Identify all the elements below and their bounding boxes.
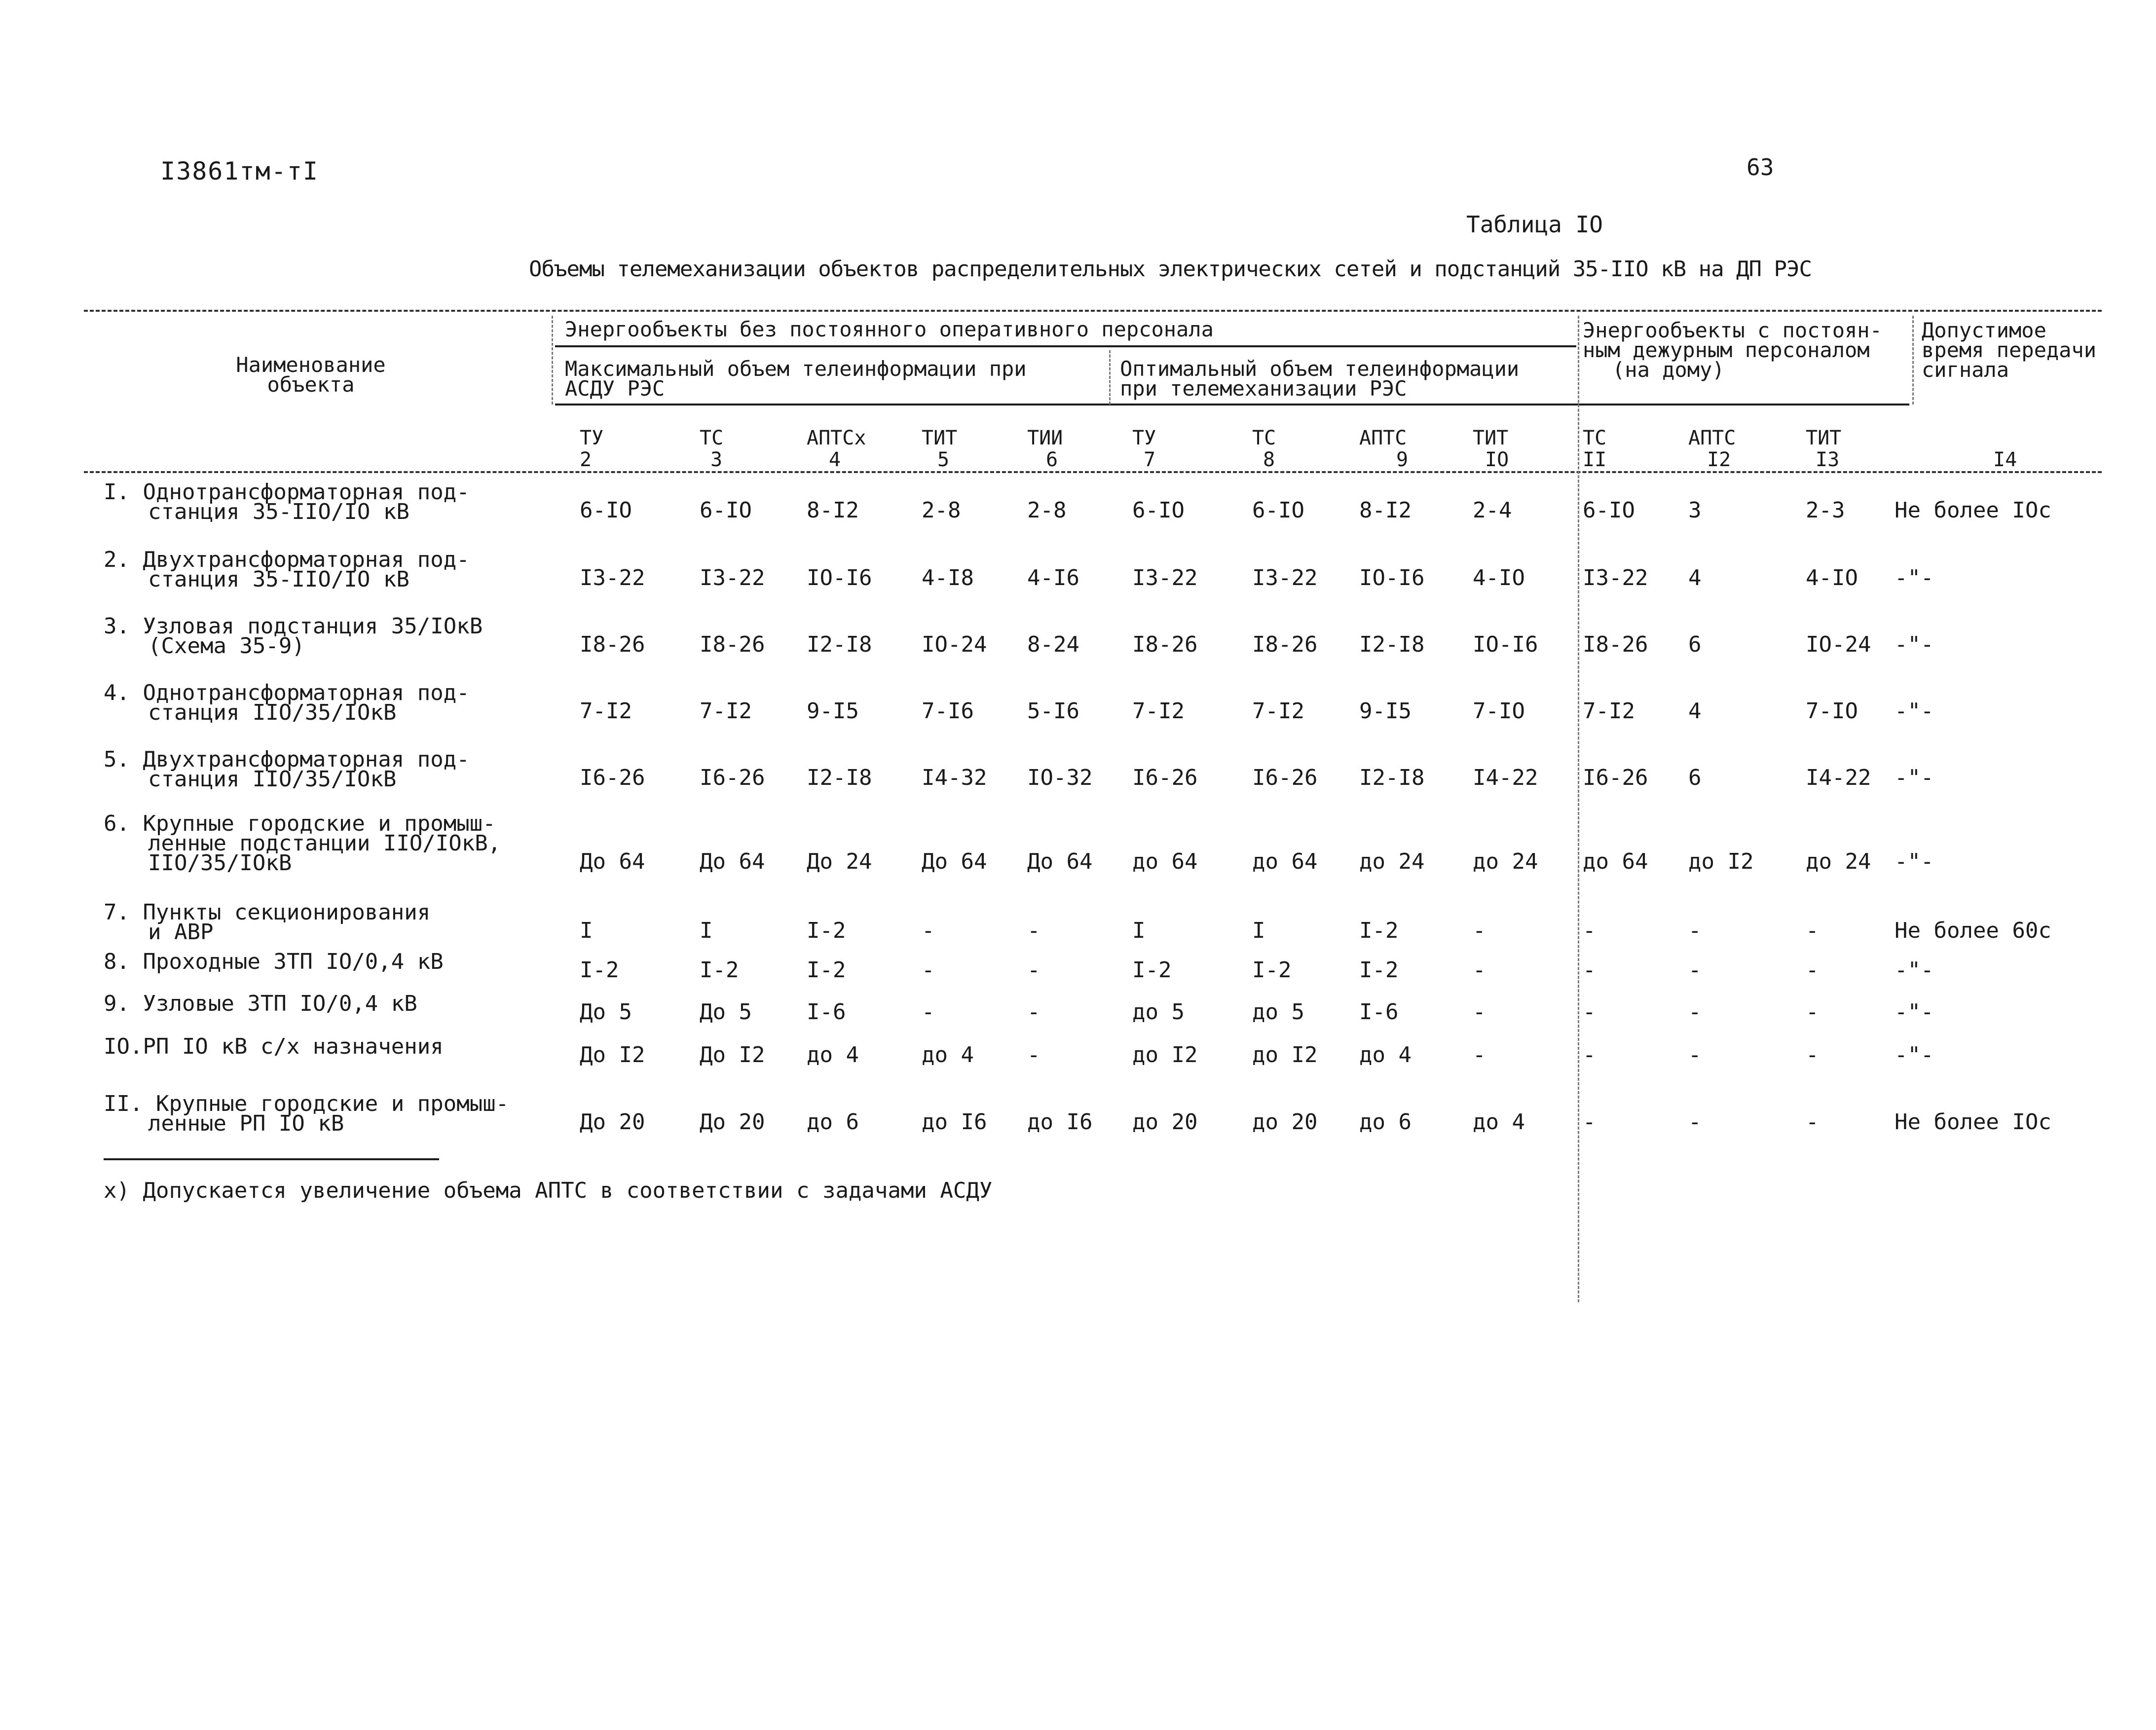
table-cell: IO-I6 (807, 565, 872, 590)
column-number: 4 (829, 448, 841, 471)
table-cell: -"- (1895, 565, 1934, 590)
table-cell: I-6 (807, 999, 846, 1025)
table-cell: - (1688, 918, 1702, 943)
subgroup-underline (555, 404, 1909, 405)
table-cell: I6-26 (1132, 765, 1198, 790)
table-cell: I-2 (807, 918, 846, 943)
group-underline (555, 345, 1576, 347)
table-cell: До I2 (580, 1042, 645, 1067)
table-cell: I6-26 (1252, 765, 1318, 790)
table-cell: IO-32 (1027, 765, 1093, 790)
table-cell: - (1027, 999, 1041, 1025)
table-cell: 4-IO (1806, 565, 1858, 590)
column-number: 6 (1046, 448, 1058, 471)
table-cell: - (1473, 957, 1486, 983)
table-cell: 6-IO (1132, 498, 1185, 523)
table-cell: I6-26 (580, 765, 645, 790)
table-cell: - (1806, 918, 1819, 943)
table-cell: I-2 (1132, 957, 1172, 983)
table-cell: I8-26 (580, 632, 645, 657)
table-cell: I-2 (807, 957, 846, 983)
table-cell: 7-I2 (1583, 699, 1635, 724)
column-label: АПТС (1359, 427, 1407, 449)
table-cell: 7-IO (1806, 699, 1858, 724)
table-cell: 7-IO (1473, 699, 1525, 724)
column-label: ТИТ (1806, 427, 1842, 449)
table-cell: -"- (1895, 632, 1934, 657)
table-cell: До 20 (580, 1109, 645, 1135)
table-cell: I4-22 (1806, 765, 1871, 790)
table-cell: до 64 (1132, 849, 1198, 874)
table-cell: До 64 (1027, 849, 1093, 874)
table-cell: 7-I2 (580, 699, 632, 724)
table-cell: - (1688, 957, 1702, 983)
table-cell: до 64 (1583, 849, 1648, 874)
column-number: 8 (1263, 448, 1275, 471)
table-cell: до 6 (807, 1109, 859, 1135)
table-cell: - (1473, 999, 1486, 1025)
table-cell: -"- (1895, 957, 1934, 983)
table-cell: 2-4 (1473, 498, 1512, 523)
table-cell: I (580, 918, 593, 943)
table-cell: I4-32 (922, 765, 987, 790)
table-cell: 7-I2 (1252, 699, 1304, 724)
table-cell: 8-24 (1027, 632, 1079, 657)
table-cell: I-2 (1359, 918, 1399, 943)
table-cell: - (1688, 1042, 1702, 1067)
footnote-rule (104, 1158, 439, 1160)
table-cell: до 4 (1473, 1109, 1525, 1135)
group-time-header: Допустимое время передачи сигнала (1922, 318, 2097, 382)
table-cell: 7-I2 (1132, 699, 1185, 724)
footnote: x) Допускается увеличение объема АПТС в соответствии с задачами АСДУ (104, 1178, 993, 1203)
group-no-staff-header: Энергообъекты без постоянного оперативного персонала (565, 317, 1214, 341)
table-cell: до 5 (1252, 999, 1304, 1025)
column-label: ТУ (1132, 427, 1156, 449)
table-cell: I8-26 (1583, 632, 1648, 657)
table-cell: I-2 (1252, 957, 1292, 983)
table-cell: 6-IO (1583, 498, 1635, 523)
table-cell: I3-22 (1132, 565, 1198, 590)
table-cell: 3 (1688, 498, 1702, 523)
table-cell: -"- (1895, 1042, 1934, 1067)
table-cell: I3-22 (1252, 565, 1318, 590)
row-name: I. Однотрансформаторная под- станция 35-IIO/IO кВ (104, 479, 470, 524)
table-cell: I-2 (1359, 957, 1399, 983)
table-cell: 6-IO (700, 498, 752, 523)
table-cell: IO-I6 (1473, 632, 1538, 657)
table-cell: - (1806, 1109, 1819, 1135)
table-cell: 6 (1688, 765, 1702, 790)
row-name: II. Крупные городские и промыш- ленные РП IO кВ (104, 1091, 509, 1136)
column-number: 7 (1144, 448, 1156, 471)
table-cell: - (922, 957, 935, 983)
table-cell: - (1583, 999, 1596, 1025)
table-cell: до 24 (1359, 849, 1425, 874)
table-cell: 9-I5 (1359, 699, 1412, 724)
column-label: ТУ (580, 427, 604, 449)
table-cell: I2-I8 (807, 765, 872, 790)
table-cell: I-6 (1359, 999, 1399, 1025)
table-cell: До 24 (807, 849, 872, 874)
table-cell: До 64 (922, 849, 987, 874)
subgroup-opt-header: Оптимальный объем телеинформации при телемеханизации РЭС (1120, 357, 1520, 401)
table-cell: I6-26 (1583, 765, 1648, 790)
table-cell: до 4 (1359, 1042, 1412, 1067)
page-number: 63 (1747, 154, 1774, 181)
table-cell: до 20 (1132, 1109, 1198, 1135)
table-cell: I8-26 (1132, 632, 1198, 657)
table-cell: - (1583, 918, 1596, 943)
table-cell: - (922, 918, 935, 943)
table-cell: 8-I2 (1359, 498, 1412, 523)
table-cell: - (1583, 957, 1596, 983)
column-label: ТИИ (1027, 427, 1063, 449)
column-number: IO (1485, 448, 1509, 471)
table-cell: 2-3 (1806, 498, 1845, 523)
table-cell: - (1583, 1042, 1596, 1067)
column-label: ТС (700, 427, 724, 449)
table-cell: I3-22 (580, 565, 645, 590)
table-cell: I (1132, 918, 1146, 943)
table-cell: IO-24 (922, 632, 987, 657)
column-label: ТС (1583, 427, 1607, 449)
table-cell: I2-I8 (1359, 632, 1425, 657)
table-cell: I8-26 (700, 632, 765, 657)
table-cell: 2-8 (1027, 498, 1067, 523)
table-cell: До 5 (700, 999, 752, 1025)
column-label: ТС (1252, 427, 1276, 449)
column-number: 2 (580, 448, 592, 471)
row-name: 8. Проходные ЗТП IO/0,4 кВ (104, 949, 444, 974)
row-name: 7. Пункты секционирования и АВР (104, 900, 431, 945)
column-number: II (1583, 448, 1607, 471)
table-cell: до 24 (1473, 849, 1538, 874)
row-name: 2. Двухтрансформаторная под- станция 35-IIO/IO кВ (104, 547, 470, 592)
table-cell: до 6 (1359, 1109, 1412, 1135)
row-name: IO.РП IO кВ с/х назначения (104, 1034, 444, 1059)
table-cell: 4-I8 (922, 565, 974, 590)
group-staff-header: Энергообъекты с постоян- ным дежурным персоналом (на дому) (1583, 318, 1882, 382)
table-cell: до 24 (1806, 849, 1871, 874)
table-top-rule (84, 310, 2102, 312)
table-cell: 2-8 (922, 498, 961, 523)
column-label: ТИТ (922, 427, 958, 449)
column-label: ТИТ (1473, 427, 1509, 449)
table-cell: 6-IO (1252, 498, 1304, 523)
table-cell: 4 (1688, 699, 1702, 724)
table-cell: - (1473, 1042, 1486, 1067)
column-number: 5 (937, 448, 950, 471)
column-number: I4 (1993, 448, 2017, 471)
table-label: Таблица IO (1466, 211, 1603, 238)
table-cell: 5-I6 (1027, 699, 1079, 724)
row-name: 5. Двухтрансформаторная под- станция IIO/35/IOкВ (104, 747, 470, 792)
table-cell: До 20 (700, 1109, 765, 1135)
table-cell: До I2 (700, 1042, 765, 1067)
table-cell: I2-I8 (1359, 765, 1425, 790)
table-cell: до 4 (807, 1042, 859, 1067)
separator-staff (1578, 316, 1579, 1302)
table-cell: Не более 60с (1895, 918, 2051, 943)
table-cell: до 5 (1132, 999, 1185, 1025)
table-cell: - (1583, 1109, 1596, 1135)
table-cell: до I6 (1027, 1109, 1093, 1135)
table-cell: 7-I6 (922, 699, 974, 724)
table-cell: 7-I2 (700, 699, 752, 724)
table-cell: - (1806, 999, 1819, 1025)
col-name-header: Наименование объекта (236, 353, 386, 397)
table-cell: Не более IOс (1895, 1109, 2051, 1135)
table-cell: 8-I2 (807, 498, 859, 523)
numbers-rule (84, 471, 2102, 473)
table-cell: до I6 (922, 1109, 987, 1135)
row-name: 4. Однотрансформаторная под- станция IIO/35/IOкВ (104, 680, 470, 725)
table-cell: I2-I8 (807, 632, 872, 657)
table-cell: до 4 (922, 1042, 974, 1067)
table-cell: IO-I6 (1359, 565, 1425, 590)
table-cell: До 5 (580, 999, 632, 1025)
table-cell: - (1027, 1042, 1041, 1067)
table-cell: - (1027, 918, 1041, 943)
table-cell: до I2 (1252, 1042, 1318, 1067)
table-cell: I-2 (580, 957, 619, 983)
table-cell: Не более IOс (1895, 498, 2051, 523)
table-cell: I (1252, 918, 1265, 943)
column-number: 3 (710, 448, 723, 471)
table-cell: I3-22 (1583, 565, 1648, 590)
column-number: I3 (1816, 448, 1840, 471)
table-cell: 6 (1688, 632, 1702, 657)
separator-time (1912, 316, 1914, 405)
table-cell: до 20 (1252, 1109, 1318, 1135)
table-cell: до I2 (1132, 1042, 1198, 1067)
column-label: АПТС (1688, 427, 1736, 449)
table-cell: - (1806, 957, 1819, 983)
row-name: 3. Узловая подстанция 35/IOкВ (Схема 35-9) (104, 614, 483, 659)
subgroup-max-header: Максимальный объем телеинформации при АСДУ РЭС (565, 357, 1027, 401)
table-cell: до 64 (1252, 849, 1318, 874)
table-cell: I4-22 (1473, 765, 1538, 790)
separator-mid (1109, 350, 1111, 405)
table-caption: Объемы телемеханизации объектов распределительных электрических сетей и подстанций 35-IIO кВ на ДП РЭС (529, 257, 1812, 282)
table-cell: I-2 (700, 957, 739, 983)
table-cell: -"- (1895, 699, 1934, 724)
table-cell: - (1473, 918, 1486, 943)
separator-left (552, 316, 553, 405)
table-cell: 4-I6 (1027, 565, 1079, 590)
table-cell: I3-22 (700, 565, 765, 590)
table-cell: 4 (1688, 565, 1702, 590)
column-number: 9 (1396, 448, 1409, 471)
table-cell: -"- (1895, 999, 1934, 1025)
row-name: 9. Узловые ЗТП IO/0,4 кВ (104, 991, 417, 1016)
table-cell: - (1806, 1042, 1819, 1067)
table-cell: 9-I5 (807, 699, 859, 724)
table-cell: 4-IO (1473, 565, 1525, 590)
table-cell: -"- (1895, 849, 1934, 874)
table-cell: I6-26 (700, 765, 765, 790)
table-cell: IO-24 (1806, 632, 1871, 657)
table-cell: - (1688, 1109, 1702, 1135)
table-cell: - (1027, 957, 1041, 983)
table-cell: I (700, 918, 713, 943)
table-cell: до I2 (1688, 849, 1754, 874)
table-cell: I8-26 (1252, 632, 1318, 657)
table-cell: - (1688, 999, 1702, 1025)
document-code: I3861тм-тI (160, 157, 319, 185)
table-cell: До 64 (580, 849, 645, 874)
column-label: АПТСx (807, 427, 866, 449)
row-name: 6. Крупные городские и промыш- ленные подстанции IIO/IOкВ, IIO/35/IOкВ (104, 811, 501, 876)
column-number: I2 (1707, 448, 1731, 471)
table-cell: 6-IO (580, 498, 632, 523)
table-cell: До 64 (700, 849, 765, 874)
table-cell: -"- (1895, 765, 1934, 790)
table-cell: - (922, 999, 935, 1025)
